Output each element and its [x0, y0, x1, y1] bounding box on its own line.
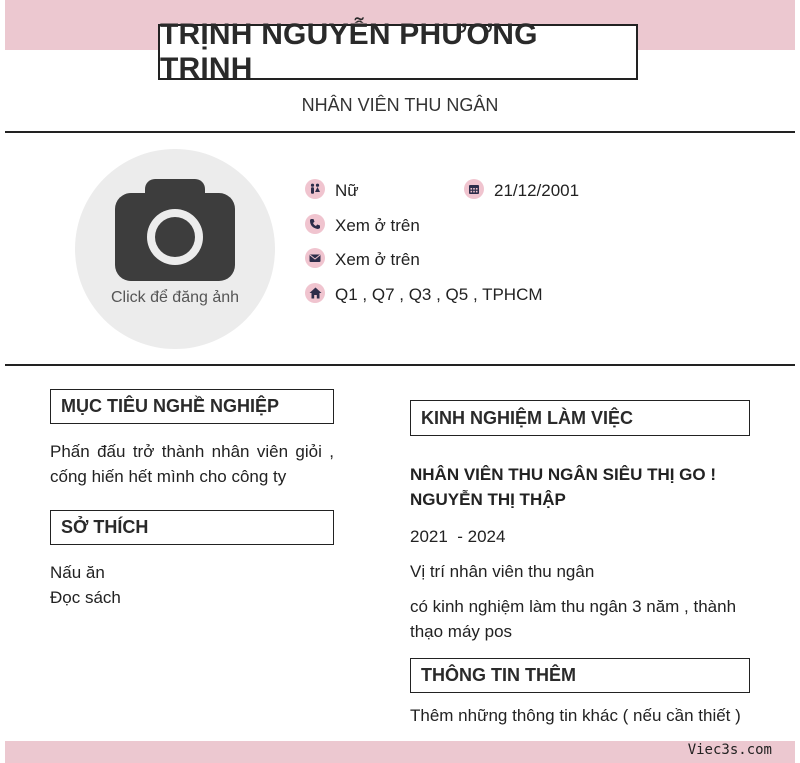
experience-period: 2021 - 2024 [410, 527, 506, 546]
hobby-item: Nấu ăn [50, 563, 105, 582]
gender-icon [305, 179, 325, 199]
job-title: NHÂN VIÊN THU NGÂN [301, 95, 499, 115]
divider-middle [5, 364, 795, 366]
footer-band [5, 741, 795, 763]
photo-upload[interactable] [75, 149, 275, 349]
birthdate-value: 21/12/2001 [494, 181, 580, 200]
additional-heading: THÔNG TIN THÊM [410, 658, 750, 693]
phone-icon [305, 214, 325, 234]
hobbies-list [50, 560, 334, 610]
email-icon [305, 248, 325, 268]
experience-company: NHÂN VIÊN THU NGÂN SIÊU THỊ GO ! NGUYỄN THỊ THẬP [410, 465, 717, 509]
photo-label: Click để đăng ảnh [110, 289, 240, 306]
objective-heading: MỤC TIÊU NGHỀ NGHIỆP [50, 389, 334, 424]
email-value: Xem ở trên [335, 250, 420, 269]
hobby-item: Đọc sách [50, 588, 121, 607]
experience-description: có kinh nghiệm làm thu ngân 3 năm , thành thạo máy pos [410, 597, 737, 641]
gender-value: Nữ [335, 181, 359, 200]
additional-text: Thêm những thông tin khác ( nếu cần thiết ) [410, 706, 741, 725]
objective-text: Phấn đấu trở thành nhân viên giỏi , cống hiến hết mình cho công ty [50, 442, 334, 486]
experience-heading: KINH NGHIỆM LÀM VIỆC [410, 400, 750, 436]
divider-top [5, 131, 795, 133]
experience-position: Vị trí nhân viên thu ngân [410, 562, 595, 581]
home-icon [305, 283, 325, 303]
address-value: Q1 , Q7 , Q3 , Q5 , TPHCM [335, 285, 543, 304]
camera-icon [115, 177, 235, 283]
phone-value: Xem ở trên [335, 216, 420, 235]
candidate-name: TRỊNH NGUYỄN PHƯƠNG TRINH [158, 24, 638, 80]
footer-brand: Viec3s.com [687, 742, 772, 758]
calendar-icon [464, 179, 484, 199]
hobbies-heading: SỞ THÍCH [50, 510, 334, 545]
